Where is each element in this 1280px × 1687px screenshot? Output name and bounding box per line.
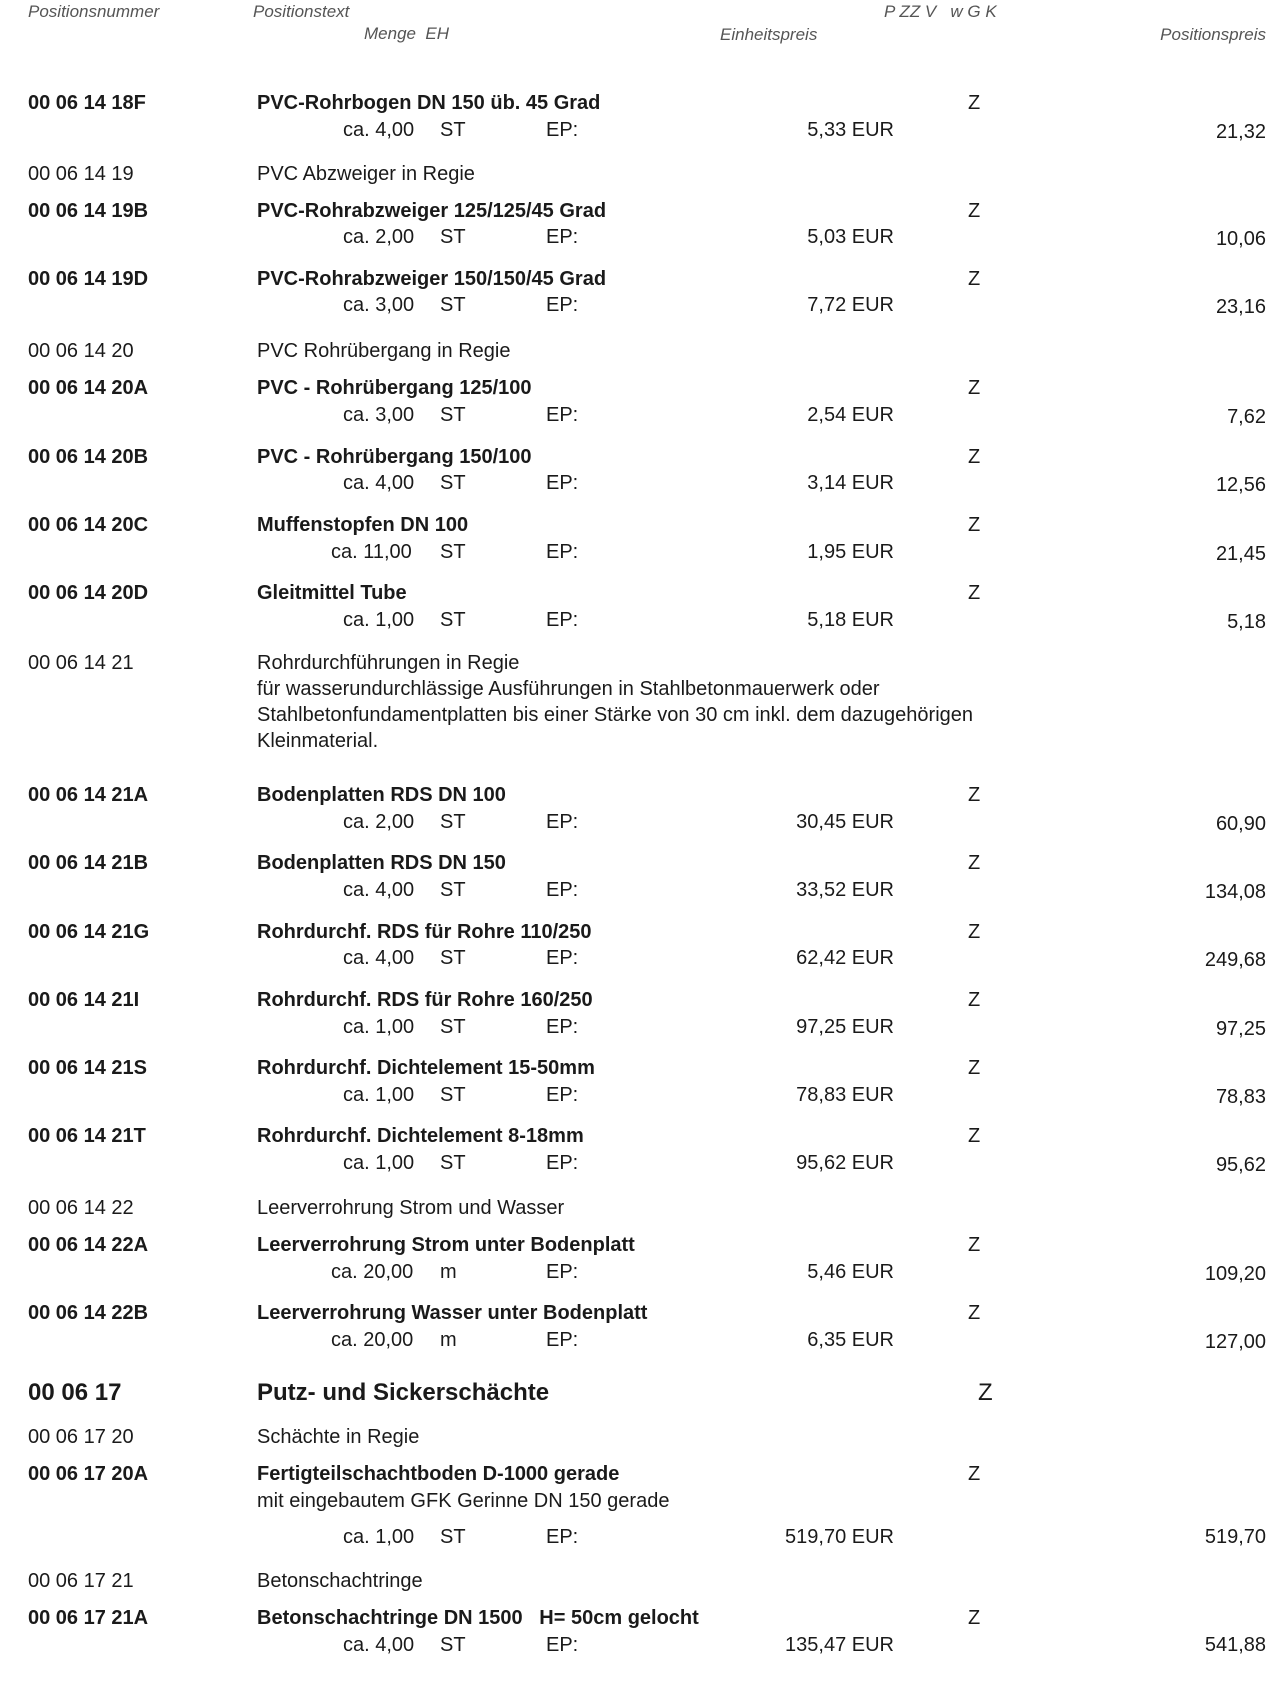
position-number: 00 06 14 22B xyxy=(28,1302,149,1324)
position-number: 00 06 14 20B xyxy=(28,446,149,468)
flag-z: Z xyxy=(968,784,981,806)
unit-price: 5,46 EUR xyxy=(807,1261,894,1283)
unit: ST xyxy=(440,1016,466,1038)
position-number: 00 06 14 21T xyxy=(28,1125,146,1147)
unit: m xyxy=(440,1329,457,1351)
position-number: 00 06 14 19 xyxy=(28,163,134,185)
flag-z: Z xyxy=(968,1234,981,1256)
ep-label: EP: xyxy=(546,1152,579,1174)
position-number: 00 06 14 21S xyxy=(28,1057,147,1079)
ep-label: EP: xyxy=(546,947,579,969)
position-text: PVC - Rohrübergang 125/100 xyxy=(257,377,532,399)
section-number: 00 06 17 xyxy=(28,1379,122,1406)
unit-price: 5,18 EUR xyxy=(807,609,894,631)
position-text: Fertigteilschachtboden D-1000 gerade xyxy=(257,1463,620,1485)
position-text: Bodenplatten RDS DN 100 xyxy=(257,784,506,806)
ep-label: EP: xyxy=(546,294,579,316)
unit-price: 5,33 EUR xyxy=(807,119,894,141)
quantity: ca. 1,00 xyxy=(343,1526,415,1548)
unit-price: 6,35 EUR xyxy=(807,1329,894,1351)
flag-z: Z xyxy=(968,377,981,399)
position-price: 5,18 xyxy=(1227,611,1266,633)
quantity: ca. 3,00 xyxy=(343,294,415,316)
flag-z: Z xyxy=(968,989,981,1011)
unit-price: 95,62 EUR xyxy=(796,1152,894,1174)
position-price: 10,06 xyxy=(1215,228,1266,250)
unit-price: 135,47 EUR xyxy=(785,1634,894,1656)
unit-price: 3,14 EUR xyxy=(807,472,894,494)
position-number: 00 06 14 22 xyxy=(28,1197,134,1219)
unit-price: 33,52 EUR xyxy=(796,879,894,901)
quantity: ca. 4,00 xyxy=(343,947,415,969)
unit-price: 30,45 EUR xyxy=(796,811,894,833)
position-number: 00 06 14 20D xyxy=(28,582,149,604)
quantity: ca. 4,00 xyxy=(343,879,415,901)
position-text: Rohrdurchf. RDS für Rohre 160/250 xyxy=(257,989,593,1011)
header-einheitspreis: Einheitspreis xyxy=(720,25,818,44)
position-number: 00 06 14 19D xyxy=(28,268,149,290)
flag-z: Z xyxy=(968,1463,981,1485)
ep-label: EP: xyxy=(546,1329,579,1351)
position-number: 00 06 14 20A xyxy=(28,377,149,399)
position-price: 12,56 xyxy=(1215,474,1266,496)
ep-label: EP: xyxy=(546,811,579,833)
unit-price: 97,25 EUR xyxy=(796,1016,894,1038)
position-text: Betonschachtringe DN 1500 H= 50cm gelocht xyxy=(257,1607,699,1629)
unit: ST xyxy=(440,119,466,141)
unit: ST xyxy=(440,811,466,833)
unit: ST xyxy=(440,541,466,563)
ep-label: EP: xyxy=(546,1084,579,1106)
flag-z: Z xyxy=(968,200,981,222)
position-number: 00 06 17 20A xyxy=(28,1463,149,1485)
unit: ST xyxy=(440,1634,466,1656)
unit-price: 2,54 EUR xyxy=(807,404,894,426)
position-text: PVC-Rohrbogen DN 150 üb. 45 Grad xyxy=(257,92,601,114)
header-positionstext: Positionstext xyxy=(253,2,350,21)
quantity: ca. 2,00 xyxy=(343,811,415,833)
ep-label: EP: xyxy=(546,1261,579,1283)
position-price: 21,45 xyxy=(1215,543,1266,565)
quantity: ca. 1,00 xyxy=(343,609,415,631)
position-description-line: für wasserundurchlässige Ausführungen in Stahlbetonmauerwerk oder xyxy=(257,678,880,700)
position-price: 21,32 xyxy=(1215,121,1266,143)
position-price: 249,68 xyxy=(1204,949,1266,971)
ep-label: EP: xyxy=(546,1016,579,1038)
unit-price: 62,42 EUR xyxy=(796,947,894,969)
unit: m xyxy=(440,1261,457,1283)
quantity: ca. 20,00 xyxy=(331,1329,414,1351)
flag-z: Z xyxy=(978,1379,993,1406)
flag-z: Z xyxy=(968,1057,981,1079)
ep-label: EP: xyxy=(546,541,579,563)
ep-label: EP: xyxy=(546,609,579,631)
position-text: Rohrdurchf. Dichtelement 15-50mm xyxy=(257,1057,595,1079)
position-price: 127,00 xyxy=(1204,1331,1266,1353)
position-text: PVC Rohrübergang in Regie xyxy=(257,340,511,362)
header-menge-eh: Menge EH xyxy=(364,24,450,43)
ep-label: EP: xyxy=(546,119,579,141)
flag-z: Z xyxy=(968,92,981,114)
unit: ST xyxy=(440,947,466,969)
unit-price: 5,03 EUR xyxy=(807,226,894,248)
unit: ST xyxy=(440,472,466,494)
position-description-line: mit eingebautem GFK Gerinne DN 150 gerade xyxy=(257,1490,670,1512)
position-number: 00 06 17 20 xyxy=(28,1426,134,1448)
position-number: 00 06 14 21B xyxy=(28,852,149,874)
position-price: 519,70 xyxy=(1204,1526,1266,1548)
position-price: 95,62 xyxy=(1215,1154,1266,1176)
flag-z: Z xyxy=(968,852,981,874)
quantity: ca. 1,00 xyxy=(343,1152,415,1174)
quantity: ca. 20,00 xyxy=(331,1261,414,1283)
unit-price: 7,72 EUR xyxy=(807,294,894,316)
position-number: 00 06 17 21A xyxy=(28,1607,149,1629)
flag-z: Z xyxy=(968,514,981,536)
ep-label: EP: xyxy=(546,1634,579,1656)
position-text: Muffenstopfen DN 100 xyxy=(257,514,469,536)
position-text: Gleitmittel Tube xyxy=(257,582,407,604)
flag-z: Z xyxy=(968,582,981,604)
unit: ST xyxy=(440,404,466,426)
position-text: PVC Abzweiger in Regie xyxy=(257,163,475,185)
position-description-line: Stahlbetonfundamentplatten bis einer Stärke von 30 cm inkl. dem dazugehörigen xyxy=(257,704,974,726)
position-price: 109,20 xyxy=(1204,1263,1266,1285)
quantity: ca. 4,00 xyxy=(343,472,415,494)
quantity: ca. 3,00 xyxy=(343,404,415,426)
unit: ST xyxy=(440,609,466,631)
position-text: PVC-Rohrabzweiger 150/150/45 Grad xyxy=(257,268,607,290)
ep-label: EP: xyxy=(546,879,579,901)
position-price: 78,83 xyxy=(1215,1086,1266,1108)
position-number: 00 06 14 18F xyxy=(28,92,146,114)
unit: ST xyxy=(440,294,466,316)
position-description-line: Kleinmaterial. xyxy=(257,730,379,752)
position-text: Leerverrohrung Strom unter Bodenplatt xyxy=(257,1234,635,1256)
section-title: Putz- und Sickerschächte xyxy=(257,1379,550,1406)
position-text: Rohrdurchführungen in Regie xyxy=(257,652,520,674)
position-number: 00 06 14 21G xyxy=(28,921,150,943)
unit-price: 78,83 EUR xyxy=(796,1084,894,1106)
position-text: Leerverrohrung Strom und Wasser xyxy=(257,1197,565,1219)
position-text: PVC - Rohrübergang 150/100 xyxy=(257,446,532,468)
unit: ST xyxy=(440,1084,466,1106)
position-price: 541,88 xyxy=(1204,1634,1266,1656)
position-price: 7,62 xyxy=(1227,406,1266,428)
quantity: ca. 2,00 xyxy=(343,226,415,248)
quantity: ca. 11,00 xyxy=(331,541,412,563)
position-text: Bodenplatten RDS DN 150 xyxy=(257,852,506,874)
unit: ST xyxy=(440,226,466,248)
quantity: ca. 1,00 xyxy=(343,1016,415,1038)
unit-price: 1,95 EUR xyxy=(807,541,894,563)
position-number: 00 06 14 19B xyxy=(28,200,149,222)
position-price: 97,25 xyxy=(1215,1018,1266,1040)
flag-z: Z xyxy=(968,1125,981,1147)
position-number: 00 06 14 20 xyxy=(28,340,134,362)
header-positionspreis: Positionspreis xyxy=(1160,25,1266,44)
quantity: ca. 4,00 xyxy=(343,119,415,141)
position-price: 134,08 xyxy=(1204,881,1266,903)
position-price: 60,90 xyxy=(1215,813,1266,835)
position-number: 00 06 17 21 xyxy=(28,1570,134,1592)
ep-label: EP: xyxy=(546,1526,579,1548)
position-text: PVC-Rohrabzweiger 125/125/45 Grad xyxy=(257,200,607,222)
flag-z: Z xyxy=(968,1302,981,1324)
ep-label: EP: xyxy=(546,404,579,426)
position-text: Rohrdurchf. Dichtelement 8-18mm xyxy=(257,1125,584,1147)
header-pzzv-wgk: P ZZ V w G K xyxy=(884,2,997,21)
flag-z: Z xyxy=(968,1607,981,1629)
position-number: 00 06 14 20C xyxy=(28,514,149,536)
unit: ST xyxy=(440,1526,466,1548)
ep-label: EP: xyxy=(546,226,579,248)
flag-z: Z xyxy=(968,268,981,290)
quantity: ca. 1,00 xyxy=(343,1084,415,1106)
position-number: 00 06 14 21I xyxy=(28,989,140,1011)
position-text: Schächte in Regie xyxy=(257,1426,420,1448)
position-text: Rohrdurchf. RDS für Rohre 110/250 xyxy=(257,921,592,943)
quantity: ca. 4,00 xyxy=(343,1634,415,1656)
unit-price: 519,70 EUR xyxy=(785,1526,894,1548)
header-positionsnummer: Positionsnummer xyxy=(28,2,160,21)
unit: ST xyxy=(440,879,466,901)
position-number: 00 06 14 22A xyxy=(28,1234,149,1256)
position-number: 00 06 14 21A xyxy=(28,784,149,806)
position-price: 23,16 xyxy=(1215,296,1266,318)
ep-label: EP: xyxy=(546,472,579,494)
position-text: Betonschachtringe xyxy=(257,1570,423,1592)
unit: ST xyxy=(440,1152,466,1174)
flag-z: Z xyxy=(968,921,981,943)
position-text: Leerverrohrung Wasser unter Bodenplatt xyxy=(257,1302,648,1324)
position-number: 00 06 14 21 xyxy=(28,652,134,674)
flag-z: Z xyxy=(968,446,981,468)
